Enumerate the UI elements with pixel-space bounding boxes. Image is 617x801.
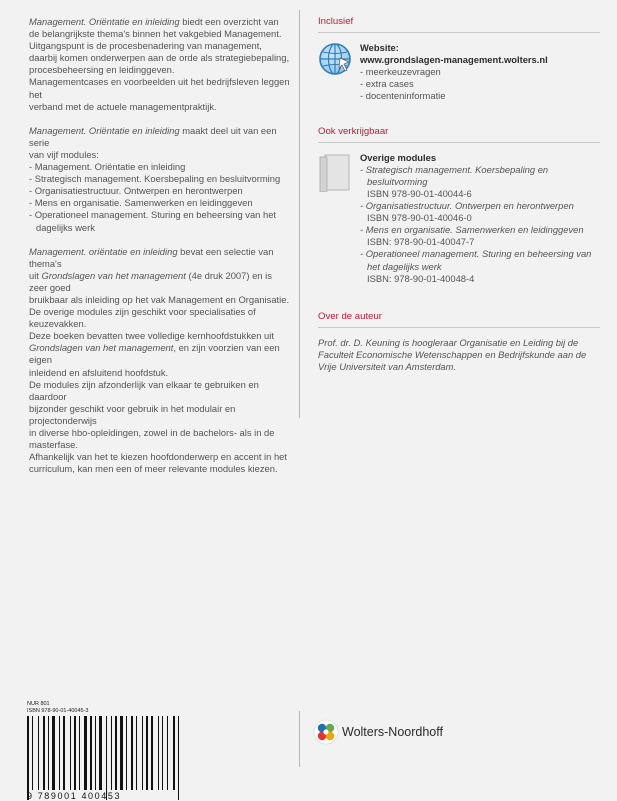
text-line bbox=[29, 76, 291, 100]
overige-modules-list bbox=[360, 164, 600, 285]
text-line bbox=[29, 294, 291, 306]
overige-module-title: - Mens en organisatie. Samenwerken en leidinggeven bbox=[360, 224, 584, 236]
barcode-bar bbox=[146, 716, 148, 790]
barcode-bar bbox=[93, 716, 94, 790]
barcode-bar bbox=[59, 716, 60, 790]
wolters-kluwer-logo-icon bbox=[313, 719, 339, 745]
barcode-bar bbox=[90, 716, 92, 790]
intro-paragraph bbox=[29, 16, 291, 113]
website-label: Website: bbox=[360, 42, 399, 54]
text-line bbox=[29, 149, 291, 161]
module-list-item: - Management. Oriëntatie en inleiding bbox=[29, 161, 186, 173]
barcode-bar bbox=[74, 716, 76, 790]
barcode-bar bbox=[61, 716, 62, 790]
section-title-inclusief: Inclusief bbox=[318, 16, 600, 33]
publisher-name: Wolters-Noordhoff bbox=[342, 725, 443, 739]
text-line bbox=[29, 16, 291, 28]
text-line bbox=[29, 367, 291, 379]
inclusief-list bbox=[360, 66, 600, 102]
overige-module-isbn: ISBN 978-90-01-40046-0 bbox=[367, 212, 472, 224]
body-text: biedt een overzicht van bbox=[179, 16, 279, 27]
text-line bbox=[29, 403, 291, 427]
series-paragraph bbox=[29, 125, 291, 234]
body-text: bevat een selectie van thema's bbox=[29, 245, 274, 269]
barcode-bar bbox=[103, 716, 105, 800]
text-line bbox=[29, 101, 291, 113]
selection-paragraph bbox=[29, 246, 291, 476]
over-de-auteur-section bbox=[318, 311, 600, 373]
body-text: Uitgangspunt is de procesbenadering van management, bbox=[29, 40, 262, 52]
body-text: de belangrijkste thema's binnen het vakgebied Management. bbox=[29, 28, 282, 40]
barcode-bar bbox=[178, 716, 179, 800]
body-text: De modules zijn afzonderlijk van elkaar te gebruiken en daardoor bbox=[29, 378, 259, 402]
barcode-bar bbox=[84, 716, 87, 790]
body-text: in diverse hbo-opleidingen, zowel in de bachelors- als in de bbox=[29, 427, 275, 438]
barcode-isbn: ISBN 978-90-01-40045-3 bbox=[27, 707, 89, 714]
logo-divider bbox=[299, 711, 300, 767]
module-list-item: - Mens en organisatie. Samenwerken en leidinggeven bbox=[29, 197, 253, 209]
text-line bbox=[29, 463, 291, 475]
overige-module-isbn: ISBN: 978-90-01-40048-4 bbox=[367, 272, 475, 284]
inclusief-list-item: - meerkeuzevragen bbox=[360, 66, 441, 78]
barcode-bar bbox=[79, 716, 80, 790]
book-icon bbox=[318, 152, 360, 285]
barcode-bar bbox=[169, 716, 172, 790]
barcode-bar bbox=[160, 716, 161, 790]
text-line bbox=[29, 28, 291, 40]
barcode-bar bbox=[126, 716, 127, 790]
barcode-bar bbox=[120, 716, 123, 790]
text-line bbox=[29, 40, 291, 52]
body-text: bijzonder geschikt voor gebruik in het modulair en projectonderwijs bbox=[29, 402, 236, 426]
barcode-bar bbox=[72, 716, 73, 790]
barcode-bar bbox=[173, 716, 175, 790]
module-list bbox=[29, 161, 291, 234]
text-line bbox=[29, 306, 291, 330]
nur-code: NUR 801 bbox=[27, 701, 50, 707]
overige-module-title: - Strategisch management. Koersbepaling en besluitvorming bbox=[360, 163, 549, 187]
barcode-bar bbox=[70, 716, 71, 790]
body-text: bruikbaar als inleiding op het vak Management en Organisatie. bbox=[29, 293, 290, 305]
barcode-bar bbox=[34, 716, 37, 790]
body-text: De overige modules zijn geschikt voor specialisaties of keuzevakken. bbox=[29, 306, 256, 330]
body-text: inleidend en afsluitend hoofdstuk. bbox=[29, 366, 169, 378]
barcode-bar bbox=[97, 716, 98, 790]
barcode-bar bbox=[115, 716, 117, 790]
body-text: Deze boeken bevatten twee volledige kernhoofdstukken uit bbox=[29, 330, 274, 342]
overige-modules-label: Overige modules bbox=[360, 151, 437, 163]
text-line bbox=[29, 330, 291, 342]
barcode-bar bbox=[108, 716, 110, 790]
inclusief-list-item: - docenteninformatie bbox=[360, 90, 446, 102]
section-title-ook-verkrijgbaar: Ook verkrijgbaar bbox=[318, 126, 600, 143]
module-list-item: - Operationeel management. Sturing en beheersing van het dagelijks werk bbox=[29, 209, 277, 233]
body-text: curriculum, kan men een of meer relevante modules kiezen. bbox=[29, 463, 278, 475]
barcode-bar bbox=[131, 716, 133, 790]
book-title-text: Management. oriëntatie en inleiding bbox=[29, 245, 178, 257]
barcode-bar bbox=[113, 716, 114, 790]
body-text: Managementcases en voorbeelden uit het bedrijfsleven leggen het bbox=[29, 76, 290, 100]
barcode-bar bbox=[149, 716, 150, 790]
barcode-bar bbox=[162, 716, 163, 790]
text-line bbox=[29, 342, 291, 366]
body-text: procesbeheersing en leidinggeven. bbox=[29, 64, 175, 76]
barcode-bar bbox=[38, 716, 39, 790]
barcode-bar bbox=[142, 716, 143, 790]
barcode-bar bbox=[151, 716, 153, 790]
column-divider bbox=[299, 10, 300, 418]
barcode-bar bbox=[52, 716, 55, 790]
overige-module-isbn: ISBN: 978-90-01-40047-7 bbox=[367, 236, 475, 248]
barcode-bar bbox=[27, 716, 29, 800]
section-title-over-de-auteur: Over de auteur bbox=[318, 311, 600, 328]
barcode-bar bbox=[164, 716, 166, 790]
barcode-bar bbox=[144, 716, 145, 790]
body-text: maakt deel uit van een serie bbox=[29, 124, 277, 148]
barcode-bar bbox=[136, 716, 137, 790]
text-line bbox=[29, 427, 291, 439]
book-title-text: Grondslagen van het management bbox=[41, 269, 186, 281]
barcode-bar bbox=[158, 716, 159, 790]
barcode-bar bbox=[99, 716, 102, 790]
overige-module-title: - Organisatiestructuur. Ontwerpen en herontwerpen bbox=[360, 200, 574, 212]
body-text: (4e druk 2007) en is zeer goed bbox=[29, 269, 272, 293]
book-title-text: Management. Oriëntatie en inleiding bbox=[29, 124, 180, 136]
barcode-digits: 9 789001 400453 bbox=[27, 791, 122, 801]
barcode-bar bbox=[56, 716, 58, 790]
body-text: Afhankelijk van het te kiezen hoofdonderwerp en accent in het bbox=[29, 451, 287, 463]
body-text: daarbij komen onderwerpen aan de orde als strategiebepaling, bbox=[29, 52, 290, 64]
overige-module-isbn: ISBN 978-90-01-40044-6 bbox=[367, 187, 472, 199]
text-line bbox=[29, 246, 291, 270]
barcode-bar bbox=[43, 716, 45, 790]
barcode-bar bbox=[63, 716, 65, 790]
text-line bbox=[29, 64, 291, 76]
publisher-logo bbox=[313, 719, 443, 745]
barcode-bar bbox=[128, 716, 130, 790]
barcode-bar bbox=[46, 716, 47, 790]
body-text: , en zijn voorzien van een eigen bbox=[29, 342, 280, 366]
text-line bbox=[29, 270, 291, 294]
barcode-bar bbox=[88, 716, 89, 790]
barcode-bar bbox=[95, 716, 96, 790]
text-line bbox=[29, 439, 291, 451]
body-text: uit bbox=[29, 269, 42, 281]
text-line bbox=[29, 451, 291, 463]
info-column bbox=[318, 16, 600, 373]
barcode-bar bbox=[167, 716, 168, 790]
module-list-item: - Organisatiestructuur. Ontwerpen en herontwerpen bbox=[29, 185, 243, 197]
module-list-item: - Strategisch management. Koersbepaling en besluitvorming bbox=[29, 173, 281, 185]
barcode-bar bbox=[154, 716, 157, 790]
overige-module-title: - Operationeel management. Sturing en beheersing van het dagelijks werk bbox=[360, 248, 592, 272]
barcode-bar bbox=[66, 716, 69, 790]
barcode-bar bbox=[138, 716, 141, 790]
inclusief-section bbox=[318, 16, 600, 103]
description-column bbox=[29, 16, 291, 487]
barcode-bar bbox=[111, 716, 112, 790]
barcode-bar bbox=[118, 716, 119, 790]
barcode-bar bbox=[50, 716, 51, 790]
barcode-bar bbox=[81, 716, 83, 790]
barcode-bar bbox=[124, 716, 125, 790]
text-line bbox=[29, 125, 291, 149]
book-title-text: Management. Oriëntatie en inleiding bbox=[29, 16, 180, 27]
ook-verkrijgbaar-section bbox=[318, 126, 600, 285]
barcode-bar bbox=[176, 716, 177, 800]
book-title-text: Grondslagen van het management bbox=[29, 342, 174, 354]
inclusief-list-item: - extra cases bbox=[360, 78, 414, 90]
barcode-area bbox=[27, 701, 277, 801]
barcode-bar bbox=[77, 716, 78, 790]
barcode-bar bbox=[30, 716, 31, 800]
barcode-bar bbox=[32, 716, 33, 790]
text-line bbox=[29, 379, 291, 403]
barcode-bar bbox=[48, 716, 49, 790]
barcode-bar bbox=[106, 716, 107, 800]
author-bio: Prof. dr. D. Keuning is hoogleraar Organisatie en Leiding bij de Faculteit Economische Wetenschappen en Bedrijfskunde aan de Vrije Universiteit van Amsterdam. bbox=[318, 336, 587, 372]
globe-icon bbox=[318, 42, 360, 102]
barcode-icon bbox=[27, 716, 277, 800]
body-text: masterfase. bbox=[29, 439, 78, 451]
barcode-bar bbox=[40, 716, 42, 790]
barcode-bar bbox=[134, 716, 135, 790]
text-line bbox=[29, 52, 291, 64]
body-text: verband met de actuele managementpraktijk. bbox=[29, 100, 217, 112]
body-text: van vijf modules: bbox=[29, 148, 99, 160]
website-url[interactable]: www.grondslagen-management.wolters.nl bbox=[360, 54, 548, 66]
